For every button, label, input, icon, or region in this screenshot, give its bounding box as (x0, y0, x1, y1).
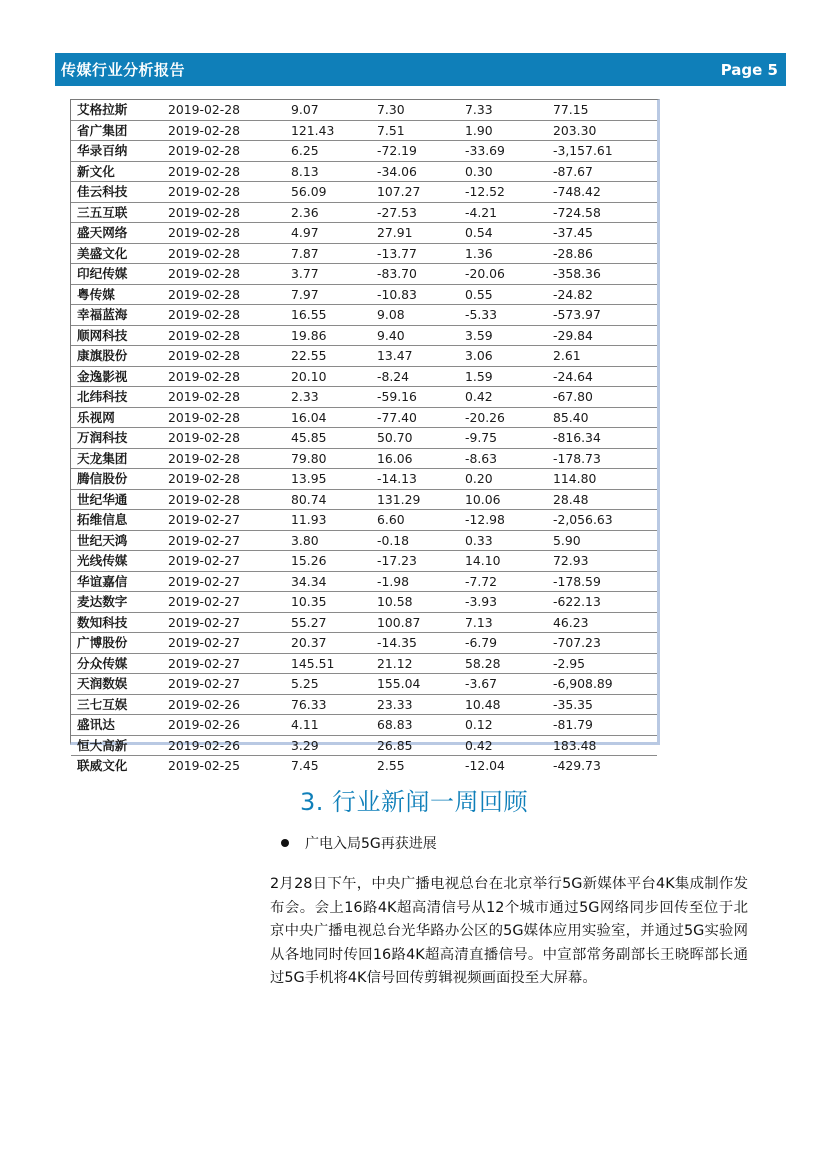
value-4-cell: -358.36 (544, 264, 657, 285)
table-row (71, 305, 657, 326)
value-1-cell: 7.45 (291, 758, 319, 773)
value-3-cell: -4.21 (456, 202, 544, 223)
value-3-cell: -7.72 (456, 571, 544, 592)
value-1-cell: 55.27 (282, 612, 368, 633)
company-name-cell: 省广集团 (71, 120, 156, 141)
date-cell: 2019-02-28 (156, 469, 282, 490)
value-4-cell: -24.64 (544, 366, 657, 387)
value-2-cell: 131.29 (368, 489, 456, 510)
date-cell: 2019-02-26 (156, 694, 282, 715)
table-row (71, 223, 657, 244)
company-name-cell: 数知科技 (71, 612, 156, 633)
value-3-cell: 0.33 (456, 530, 544, 551)
table-row (71, 182, 657, 203)
date-cell: 2019-02-28 (156, 366, 282, 387)
value-2-cell: -8.24 (368, 366, 456, 387)
date-cell: 2019-02-27 (156, 653, 282, 674)
date-cell: 2019-02-28 (156, 264, 282, 285)
value-2-cell: 13.47 (368, 346, 456, 367)
company-name-cell: 联威文化 (77, 758, 128, 773)
value-4-cell: -2,056.63 (544, 510, 657, 531)
company-name-cell: 康旗股份 (71, 346, 156, 367)
value-3-cell: 10.48 (456, 694, 544, 715)
date-cell: 2019-02-27 (156, 571, 282, 592)
value-2-cell: -77.40 (368, 407, 456, 428)
date-cell: 2019-02-28 (156, 141, 282, 162)
value-3-cell: -20.26 (456, 407, 544, 428)
value-3-cell: 0.42 (456, 387, 544, 408)
value-2-cell: 2.55 (377, 758, 405, 773)
company-name-cell: 广博股份 (71, 633, 156, 654)
value-4-cell: -28.86 (544, 243, 657, 264)
value-4-cell: -67.80 (544, 387, 657, 408)
value-1-cell: 145.51 (282, 653, 368, 674)
table-row (71, 284, 657, 305)
table-row (71, 530, 657, 551)
value-3-cell: 0.12 (456, 715, 544, 736)
value-4-cell: -707.23 (544, 633, 657, 654)
value-1-cell: 20.10 (282, 366, 368, 387)
value-1-cell: 80.74 (282, 489, 368, 510)
company-name-cell: 天润数娱 (71, 674, 156, 695)
value-1-cell: 16.04 (282, 407, 368, 428)
value-1-cell: 5.25 (282, 674, 368, 695)
value-2-cell: 9.08 (368, 305, 456, 326)
table-row (71, 366, 657, 387)
date-cell: 2019-02-26 (156, 715, 282, 736)
value-1-cell: 16.55 (282, 305, 368, 326)
company-name-cell: 三五互联 (71, 202, 156, 223)
company-name-cell: 天龙集团 (71, 448, 156, 469)
value-1-cell: 7.87 (282, 243, 368, 264)
value-4-cell: -178.59 (544, 571, 657, 592)
table-row (71, 387, 657, 408)
value-3-cell: 14.10 (456, 551, 544, 572)
table-row (71, 407, 657, 428)
date-cell: 2019-02-26 (156, 735, 282, 756)
date-cell: 2019-02-28 (156, 428, 282, 449)
date-cell: 2019-02-27 (156, 592, 282, 613)
value-2-cell: 21.12 (368, 653, 456, 674)
company-name-cell: 美盛文化 (71, 243, 156, 264)
company-name-cell: 乐视网 (71, 407, 156, 428)
value-4-cell: -816.34 (544, 428, 657, 449)
value-1-cell: 13.95 (282, 469, 368, 490)
table-row (71, 715, 657, 736)
company-data-table (70, 99, 660, 773)
value-3-cell: -12.98 (456, 510, 544, 531)
value-1-cell: 2.33 (282, 387, 368, 408)
value-3-cell: 7.13 (456, 612, 544, 633)
company-name-cell: 佳云科技 (71, 182, 156, 203)
value-2-cell: -17.23 (368, 551, 456, 572)
value-1-cell: 79.80 (282, 448, 368, 469)
value-1-cell: 34.34 (282, 571, 368, 592)
value-3-cell: 0.20 (456, 469, 544, 490)
value-1-cell: 8.13 (282, 161, 368, 182)
table-row (71, 735, 657, 756)
company-name-cell: 印纪传媒 (71, 264, 156, 285)
company-name-cell: 光线传媒 (71, 551, 156, 572)
value-1-cell: 76.33 (282, 694, 368, 715)
value-1-cell: 19.86 (282, 325, 368, 346)
news-paragraph: 2月28日下午，中央广播电视总台在北京举行5G新媒体平台4K集成制作发布会。会上16路4K超高清信号从12个城市通过5G网络同步回传至位于北京中央广播电视总台光华路办公区的5G媒体应用实验室，并通过5G实验网从各地同时传回16路4K超高清直播信号。中宣部常务副部长王晓晖部长通过5G手机将4K信号回传剪辑视频画面投至大屏幕。 (270, 876, 748, 987)
table-row (71, 100, 657, 120)
report-title: 传媒行业分析报告 (61, 61, 186, 79)
table-row (71, 551, 657, 572)
table-row (71, 202, 657, 223)
value-3-cell: 0.54 (456, 223, 544, 244)
table-row (71, 243, 657, 264)
date-cell: 2019-02-28 (156, 448, 282, 469)
value-2-cell: 68.83 (368, 715, 456, 736)
date-cell: 2019-02-25 (168, 758, 241, 773)
value-1-cell: 3.80 (282, 530, 368, 551)
value-2-cell: 9.40 (368, 325, 456, 346)
value-1-cell: 6.25 (282, 141, 368, 162)
value-3-cell: 3.06 (456, 346, 544, 367)
company-name-cell: 分众传媒 (71, 653, 156, 674)
table-row (71, 694, 657, 715)
company-name-cell: 幸福蓝海 (71, 305, 156, 326)
value-3-cell: 7.33 (456, 100, 544, 120)
table-row (71, 592, 657, 613)
table-row (71, 469, 657, 490)
value-3-cell: 0.30 (456, 161, 544, 182)
company-name-cell: 华录百纳 (71, 141, 156, 162)
table-row (71, 264, 657, 285)
value-4-cell: -178.73 (544, 448, 657, 469)
value-4-cell: -573.97 (544, 305, 657, 326)
value-3-cell: 3.59 (456, 325, 544, 346)
company-name-cell: 华谊嘉信 (71, 571, 156, 592)
table-row (71, 428, 657, 449)
company-name-cell: 新文化 (71, 161, 156, 182)
value-3-cell: -8.63 (456, 448, 544, 469)
value-4-cell: -6,908.89 (544, 674, 657, 695)
value-2-cell: -14.13 (368, 469, 456, 490)
value-1-cell: 15.26 (282, 551, 368, 572)
table-row (71, 756, 657, 776)
value-4-cell: -748.42 (544, 182, 657, 203)
date-cell: 2019-02-27 (156, 674, 282, 695)
date-cell: 2019-02-27 (156, 551, 282, 572)
company-name-cell: 万润科技 (71, 428, 156, 449)
date-cell: 2019-02-28 (156, 346, 282, 367)
value-3-cell: 0.42 (456, 735, 544, 756)
table-row (71, 489, 657, 510)
value-4-cell: -429.73 (553, 758, 601, 773)
value-4-cell: 72.93 (544, 551, 657, 572)
value-1-cell: 3.77 (282, 264, 368, 285)
value-3-cell: 1.36 (456, 243, 544, 264)
date-cell: 2019-02-28 (156, 223, 282, 244)
value-4-cell: -622.13 (544, 592, 657, 613)
value-1-cell: 56.09 (282, 182, 368, 203)
value-4-cell: -24.82 (544, 284, 657, 305)
company-name-cell: 腾信股份 (71, 469, 156, 490)
company-name-cell: 顺网科技 (71, 325, 156, 346)
value-3-cell: 10.06 (456, 489, 544, 510)
date-cell: 2019-02-27 (156, 510, 282, 531)
date-cell: 2019-02-27 (156, 530, 282, 551)
table-row (71, 141, 657, 162)
company-name-cell: 金逸影视 (71, 366, 156, 387)
value-2-cell: -1.98 (368, 571, 456, 592)
value-2-cell: 23.33 (368, 694, 456, 715)
value-3-cell: -20.06 (456, 264, 544, 285)
value-4-cell: 114.80 (544, 469, 657, 490)
value-3-cell: -3.93 (456, 592, 544, 613)
table-row (71, 448, 657, 469)
company-name-cell: 粤传媒 (71, 284, 156, 305)
value-1-cell: 3.29 (282, 735, 368, 756)
value-3-cell: -12.52 (456, 182, 544, 203)
value-4-cell: -37.45 (544, 223, 657, 244)
value-2-cell: 6.60 (368, 510, 456, 531)
table-row (71, 161, 657, 182)
value-2-cell: -27.53 (368, 202, 456, 223)
value-2-cell: 16.06 (368, 448, 456, 469)
section-heading: 3. 行业新闻一周回顾 (300, 788, 529, 816)
value-2-cell: 155.04 (368, 674, 456, 695)
date-cell: 2019-02-27 (156, 612, 282, 633)
value-3-cell: 0.55 (456, 284, 544, 305)
date-cell: 2019-02-28 (156, 489, 282, 510)
date-cell: 2019-02-27 (156, 633, 282, 654)
value-2-cell: -14.35 (368, 633, 456, 654)
value-1-cell: 20.37 (282, 633, 368, 654)
date-cell: 2019-02-28 (156, 325, 282, 346)
value-4-cell: -35.35 (544, 694, 657, 715)
table-body (71, 100, 657, 776)
company-name-cell: 盛天网络 (71, 223, 156, 244)
value-4-cell: 28.48 (544, 489, 657, 510)
page-number: Page 5 (720, 60, 778, 79)
company-name-cell: 拓维信息 (71, 510, 156, 531)
value-2-cell: -13.77 (368, 243, 456, 264)
date-cell: 2019-02-28 (156, 120, 282, 141)
value-4-cell: -29.84 (544, 325, 657, 346)
value-2-cell: 50.70 (368, 428, 456, 449)
table-row (71, 674, 657, 695)
value-4-cell: 2.61 (544, 346, 657, 367)
value-4-cell: 77.15 (544, 100, 657, 120)
value-3-cell: -6.79 (456, 633, 544, 654)
date-cell: 2019-02-28 (156, 387, 282, 408)
value-2-cell: 26.85 (368, 735, 456, 756)
value-2-cell: 7.51 (368, 120, 456, 141)
company-name-cell: 艾格拉斯 (71, 100, 156, 120)
value-3-cell: -12.04 (465, 758, 505, 773)
date-cell: 2019-02-28 (156, 284, 282, 305)
table-row (71, 612, 657, 633)
value-4-cell: -2.95 (544, 653, 657, 674)
date-cell: 2019-02-28 (156, 202, 282, 223)
value-1-cell: 121.43 (282, 120, 368, 141)
value-4-cell: 183.48 (544, 735, 657, 756)
date-cell: 2019-02-28 (156, 100, 282, 120)
value-4-cell: -724.58 (544, 202, 657, 223)
value-2-cell: -83.70 (368, 264, 456, 285)
value-4-cell: 203.30 (544, 120, 657, 141)
report-header (55, 53, 786, 86)
value-2-cell: -34.06 (368, 161, 456, 182)
value-3-cell: -9.75 (456, 428, 544, 449)
value-3-cell: 1.59 (456, 366, 544, 387)
value-1-cell: 45.85 (282, 428, 368, 449)
value-1-cell: 2.36 (282, 202, 368, 223)
table-row (71, 510, 657, 531)
date-cell: 2019-02-28 (156, 161, 282, 182)
date-cell: 2019-02-28 (156, 182, 282, 203)
value-1-cell: 4.97 (282, 223, 368, 244)
value-2-cell: 107.27 (368, 182, 456, 203)
value-3-cell: 1.90 (456, 120, 544, 141)
value-4-cell: 85.40 (544, 407, 657, 428)
news-bullet (281, 833, 437, 853)
company-name-cell: 世纪华通 (71, 489, 156, 510)
value-2-cell: 100.87 (368, 612, 456, 633)
company-name-cell: 恒大高新 (71, 735, 156, 756)
company-name-cell: 三七互娱 (71, 694, 156, 715)
value-1-cell: 22.55 (282, 346, 368, 367)
value-1-cell: 7.97 (282, 284, 368, 305)
table-row (71, 120, 657, 141)
value-3-cell: -3.67 (456, 674, 544, 695)
company-name-cell: 盛讯达 (71, 715, 156, 736)
value-2-cell: 7.30 (368, 100, 456, 120)
value-2-cell: -72.19 (368, 141, 456, 162)
value-4-cell: -81.79 (544, 715, 657, 736)
company-name-cell: 麦达数字 (71, 592, 156, 613)
table-row (71, 571, 657, 592)
value-3-cell: -5.33 (456, 305, 544, 326)
value-2-cell: 10.58 (368, 592, 456, 613)
value-2-cell: -59.16 (368, 387, 456, 408)
value-4-cell: 5.90 (544, 530, 657, 551)
date-cell: 2019-02-28 (156, 243, 282, 264)
company-name-cell: 世纪天鸿 (71, 530, 156, 551)
value-4-cell: 46.23 (544, 612, 657, 633)
value-2-cell: 27.91 (368, 223, 456, 244)
bullet-text: 广电入局5G再获进展 (305, 836, 437, 852)
company-name-cell: 北纬科技 (71, 387, 156, 408)
value-2-cell: -10.83 (368, 284, 456, 305)
value-1-cell: 4.11 (282, 715, 368, 736)
value-3-cell: -33.69 (456, 141, 544, 162)
date-cell: 2019-02-28 (156, 407, 282, 428)
bullet-dot-icon (281, 839, 289, 847)
value-2-cell: -0.18 (368, 530, 456, 551)
value-1-cell: 9.07 (282, 100, 368, 120)
table-row (71, 633, 657, 654)
table-row (71, 325, 657, 346)
value-1-cell: 11.93 (282, 510, 368, 531)
date-cell: 2019-02-28 (156, 305, 282, 326)
value-1-cell: 10.35 (282, 592, 368, 613)
table-row (71, 346, 657, 367)
value-4-cell: -3,157.61 (544, 141, 657, 162)
value-3-cell: 58.28 (456, 653, 544, 674)
table-row (71, 653, 657, 674)
value-4-cell: -87.67 (544, 161, 657, 182)
